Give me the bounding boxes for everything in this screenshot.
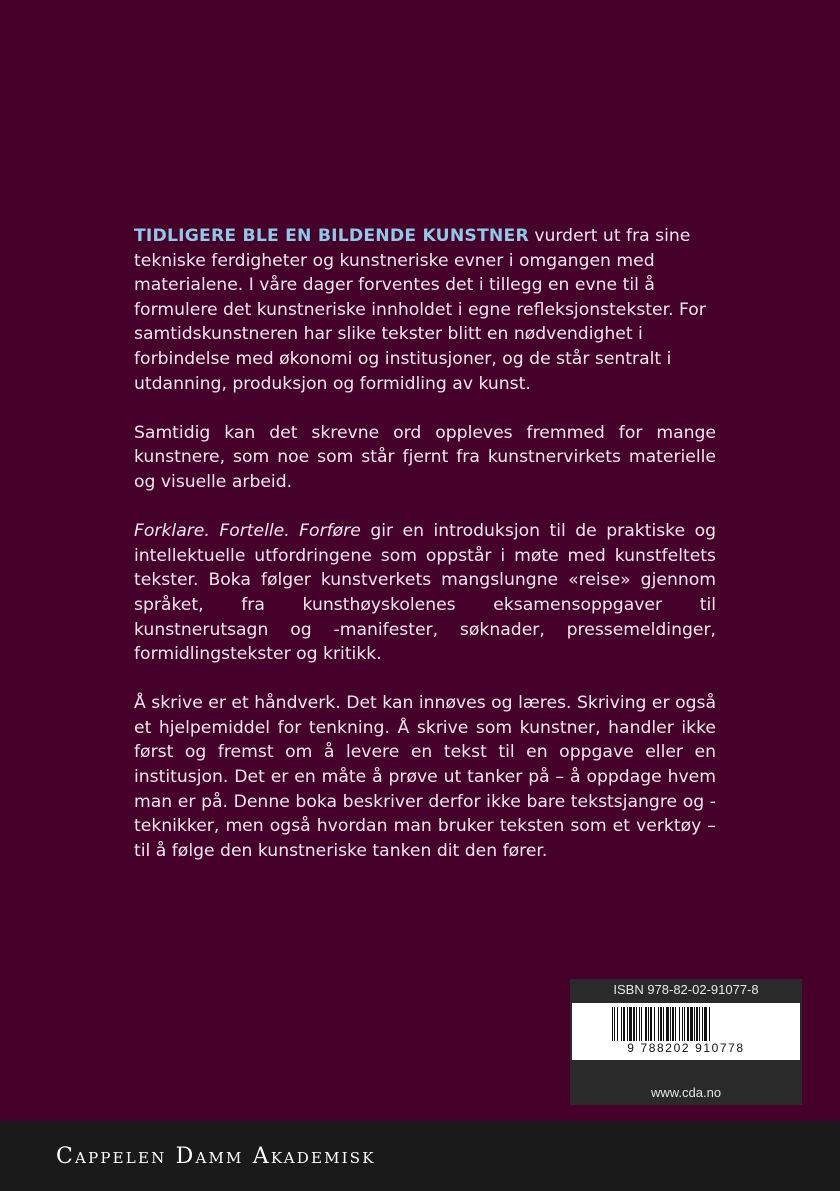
barcode-bar	[660, 1007, 662, 1041]
barcode-bar	[614, 1007, 615, 1041]
publisher-name: Cappelen Damm Akademisk	[56, 1144, 376, 1169]
barcode-bar	[687, 1007, 689, 1041]
barcode-bar	[650, 1007, 652, 1041]
barcode-bar	[704, 1007, 707, 1041]
publisher-bar	[0, 1121, 840, 1191]
isbn-barcode-block	[570, 979, 802, 1105]
barcode-bar	[675, 1007, 676, 1041]
barcode-bar	[670, 1007, 671, 1041]
barcode-bar	[636, 1007, 637, 1041]
blurb-paragraph-4: Å skrive er et håndverk. Det kan innøves og læres. Skriving er også et hjelpemiddel for tenkning. Å skrive som kunstner, handler ikke først og fremst om å levere en tekst til en oppgave eller en institusjon. Det er en måte å prøve ut tanker på – å oppdage hvem man er på. Denne boka beskriver derfor ikke bare tekstsjangre og -teknikker, men også hvordan man bruker teksten som et verktøy – til å følge den kunstneriske tanken dit den fører.	[134, 693, 716, 861]
barcode-bar	[633, 1007, 635, 1041]
barcode-bar	[666, 1007, 669, 1041]
blurb-paragraph-1-body: vurdert ut fra sine tekniske ferdigheter og kunstneriske evner i omgangen med materialene. I våre dager forventes det i tillegg en evne til å formulere det kunstneriske innholdet i egne refleksjonstekster. For samtidskunstneren har slike tekster blitt en nødvendighet i forbindelse med økonomi og institusjoner, og de står sentralt i utdanning, produksjon og formidling av kunst.	[134, 226, 706, 394]
barcode-bar	[679, 1007, 680, 1041]
barcode	[572, 1003, 800, 1060]
barcode-bar	[702, 1007, 703, 1041]
blurb-text	[134, 224, 716, 888]
barcode-bar	[684, 1007, 685, 1041]
barcode-bar	[658, 1007, 659, 1041]
barcode-bar	[682, 1007, 683, 1041]
barcode-bar	[699, 1007, 700, 1041]
barcode-bar	[639, 1007, 640, 1041]
blurb-paragraph-2: Samtidig kan det skrevne ord oppleves fremmed for mange kunstnere, som noe som står fjernt fra kunstnervirkets materielle og visuelle arbeid.	[134, 422, 716, 492]
barcode-bar	[623, 1007, 625, 1041]
barcode-bar	[612, 1007, 613, 1041]
barcode-bar	[694, 1007, 695, 1041]
book-title: Forklare. Fortelle. Forføre	[134, 521, 361, 542]
barcode-bar	[621, 1007, 622, 1041]
barcode-bar	[663, 1007, 664, 1041]
isbn-number: ISBN 978-82-02-91077-8	[613, 982, 759, 997]
barcode-bar	[709, 1007, 710, 1041]
barcode-bar	[690, 1007, 693, 1041]
barcode-bar	[654, 1007, 655, 1041]
barcode-bar	[648, 1007, 649, 1041]
barcode-bar	[672, 1007, 674, 1041]
barcode-bar	[627, 1007, 628, 1041]
blurb-paragraph-1	[134, 224, 716, 396]
barcode-digits: 9 788202 910778	[627, 1041, 745, 1055]
barcode-bar	[641, 1007, 642, 1041]
barcode-bar	[617, 1007, 618, 1041]
blurb-lead: TIDLIGERE BLE EN BILDENDE KUNSTNER	[134, 226, 529, 246]
barcode-bar	[696, 1007, 698, 1041]
barcode-bar	[645, 1007, 647, 1041]
publisher-website: www.cda.no	[650, 1085, 722, 1100]
barcode-bars	[612, 1007, 760, 1041]
barcode-bar	[629, 1007, 632, 1041]
blurb-paragraph-3	[134, 519, 716, 667]
blurb-paragraph-3-body: gir en introduksjon til de praktiske og intellektuelle utfordringene som oppstår i møte med kunstfeltets tekster. Boka følger kunstverkets mangslungne «reise» gjennom språket, fra kunsthøyskolenes eksamensoppgaver til kunstnerutsagn og -manifester, søknader, pressemeldinger, formidlingstekster og kritikk.	[134, 521, 716, 665]
